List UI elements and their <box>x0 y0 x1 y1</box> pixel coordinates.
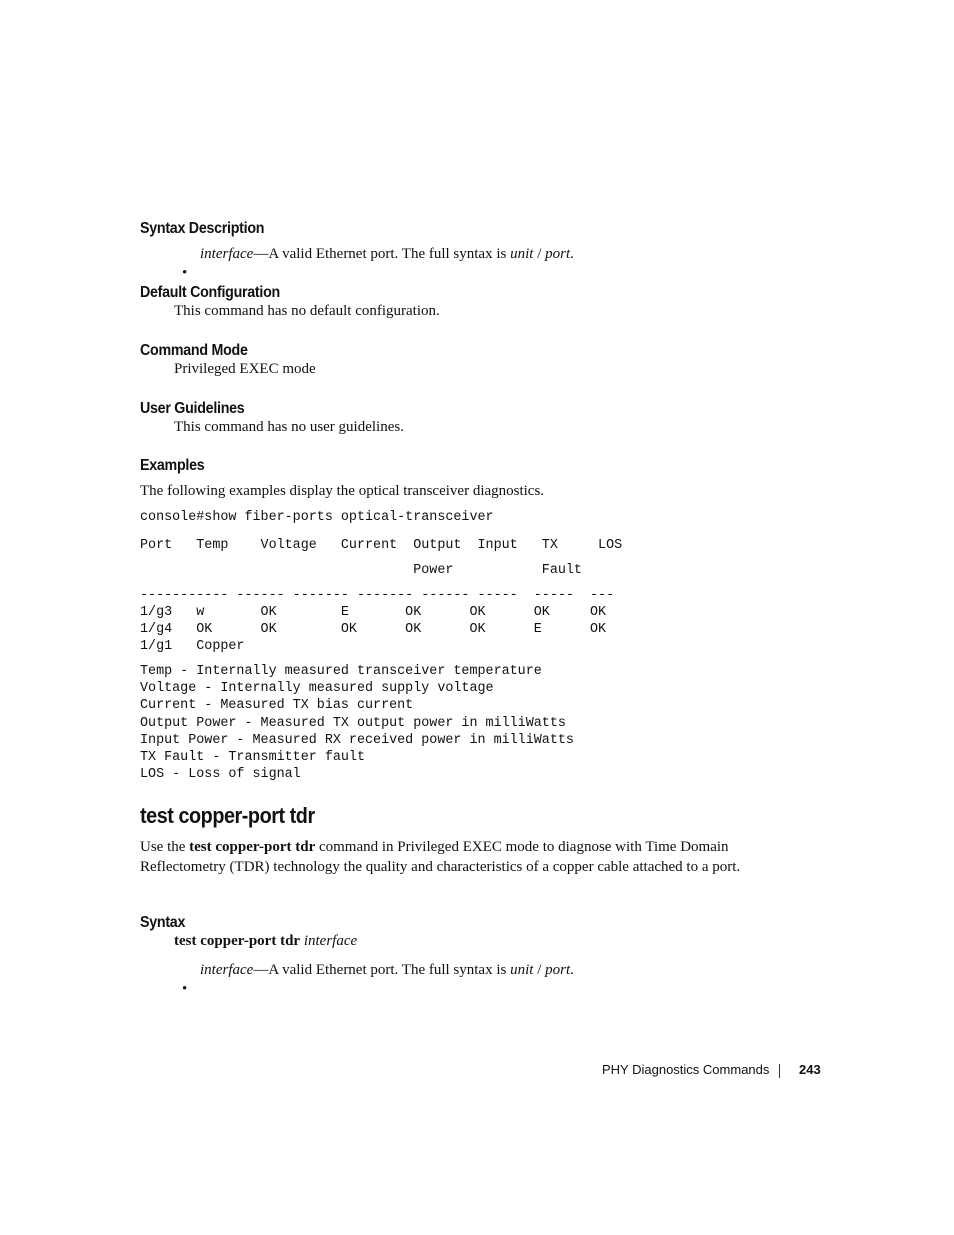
bullet-description: —A valid Ethernet port. The full syntax is <box>253 962 511 978</box>
examples-intro: The following examples display the optical transceiver diagnostics. <box>140 483 545 499</box>
legend-line: LOS - Loss of signal <box>140 767 301 782</box>
console-divider: ----------- ------ ------- ------- ------ ----- ----- --- <box>140 588 615 603</box>
examples-heading: Examples <box>140 457 205 474</box>
bullet-description: —A valid Ethernet port. The full syntax is <box>253 246 511 262</box>
bullet-item <box>174 246 187 282</box>
legend-line: Output Power - Measured TX output power in milliWatts <box>140 716 566 731</box>
command-title: test copper-port tdr <box>140 803 315 828</box>
bullet-end: . <box>570 246 574 262</box>
page-number: 243 <box>799 1062 821 1077</box>
default-configuration-heading: Default Configuration <box>140 284 280 301</box>
console-command: console#show fiber-ports optical-transceiver <box>140 510 494 525</box>
legend-line: Input Power - Measured RX received power in milliWatts <box>140 733 574 748</box>
console-header-line1: Port Temp Voltage Current Output Input TX LOS <box>140 538 623 553</box>
legend-line: Voltage - Internally measured supply voltage <box>140 681 494 696</box>
syntax-command: test copper-port tdr <box>174 933 301 949</box>
bullet-symbol: • <box>182 981 188 997</box>
bullet-symbol: • <box>182 265 188 281</box>
command-mode-heading: Command Mode <box>140 342 248 359</box>
bullet-term: interface <box>200 962 254 978</box>
bullet-text <box>200 962 574 979</box>
bullet-port: port <box>545 246 571 262</box>
bullet-end: . <box>570 962 574 978</box>
legend-line: Temp - Internally measured transceiver temperature <box>140 664 542 679</box>
description-suffix: command in Privileged EXEC mode to diagnose with Time Domain Reflectometry (TDR) technology the quality and characteristics of a copper cable attached to a port. <box>140 839 741 875</box>
user-guidelines-text: This command has no user guidelines. <box>174 419 404 435</box>
syntax-heading: Syntax <box>140 914 186 931</box>
bullet-item <box>174 962 187 998</box>
bullet-unit: unit <box>510 962 534 978</box>
syntax-line <box>174 933 357 950</box>
default-configuration-text: This command has no default configuration. <box>174 303 440 319</box>
console-row: 1/g4 OK OK OK OK OK E OK <box>140 622 607 637</box>
syntax-argument: interface <box>303 933 358 949</box>
description-prefix: Use the <box>140 839 190 855</box>
command-mode-text: Privileged EXEC mode <box>174 361 316 377</box>
console-row: 1/g1 Copper <box>140 639 245 654</box>
console-header-line2: Power Fault <box>140 563 582 578</box>
bullet-separator: / <box>533 962 546 978</box>
bullet-unit: unit <box>510 246 534 262</box>
description-command: test copper-port tdr <box>189 839 316 855</box>
bullet-term: interface <box>200 246 254 262</box>
legend-line: Current - Measured TX bias current <box>140 698 414 713</box>
command-description <box>140 838 752 877</box>
user-guidelines-heading: User Guidelines <box>140 400 245 417</box>
console-row: 1/g3 w OK E OK OK OK OK <box>140 605 607 620</box>
legend-line: TX Fault - Transmitter fault <box>140 750 365 765</box>
syntax-description-heading: Syntax Description <box>140 220 265 237</box>
footer-chapter: PHY Diagnostics Commands <box>602 1062 770 1077</box>
bullet-separator: / <box>533 246 546 262</box>
footer-divider <box>779 1064 780 1078</box>
bullet-port: port <box>545 962 571 978</box>
bullet-text <box>200 246 574 263</box>
